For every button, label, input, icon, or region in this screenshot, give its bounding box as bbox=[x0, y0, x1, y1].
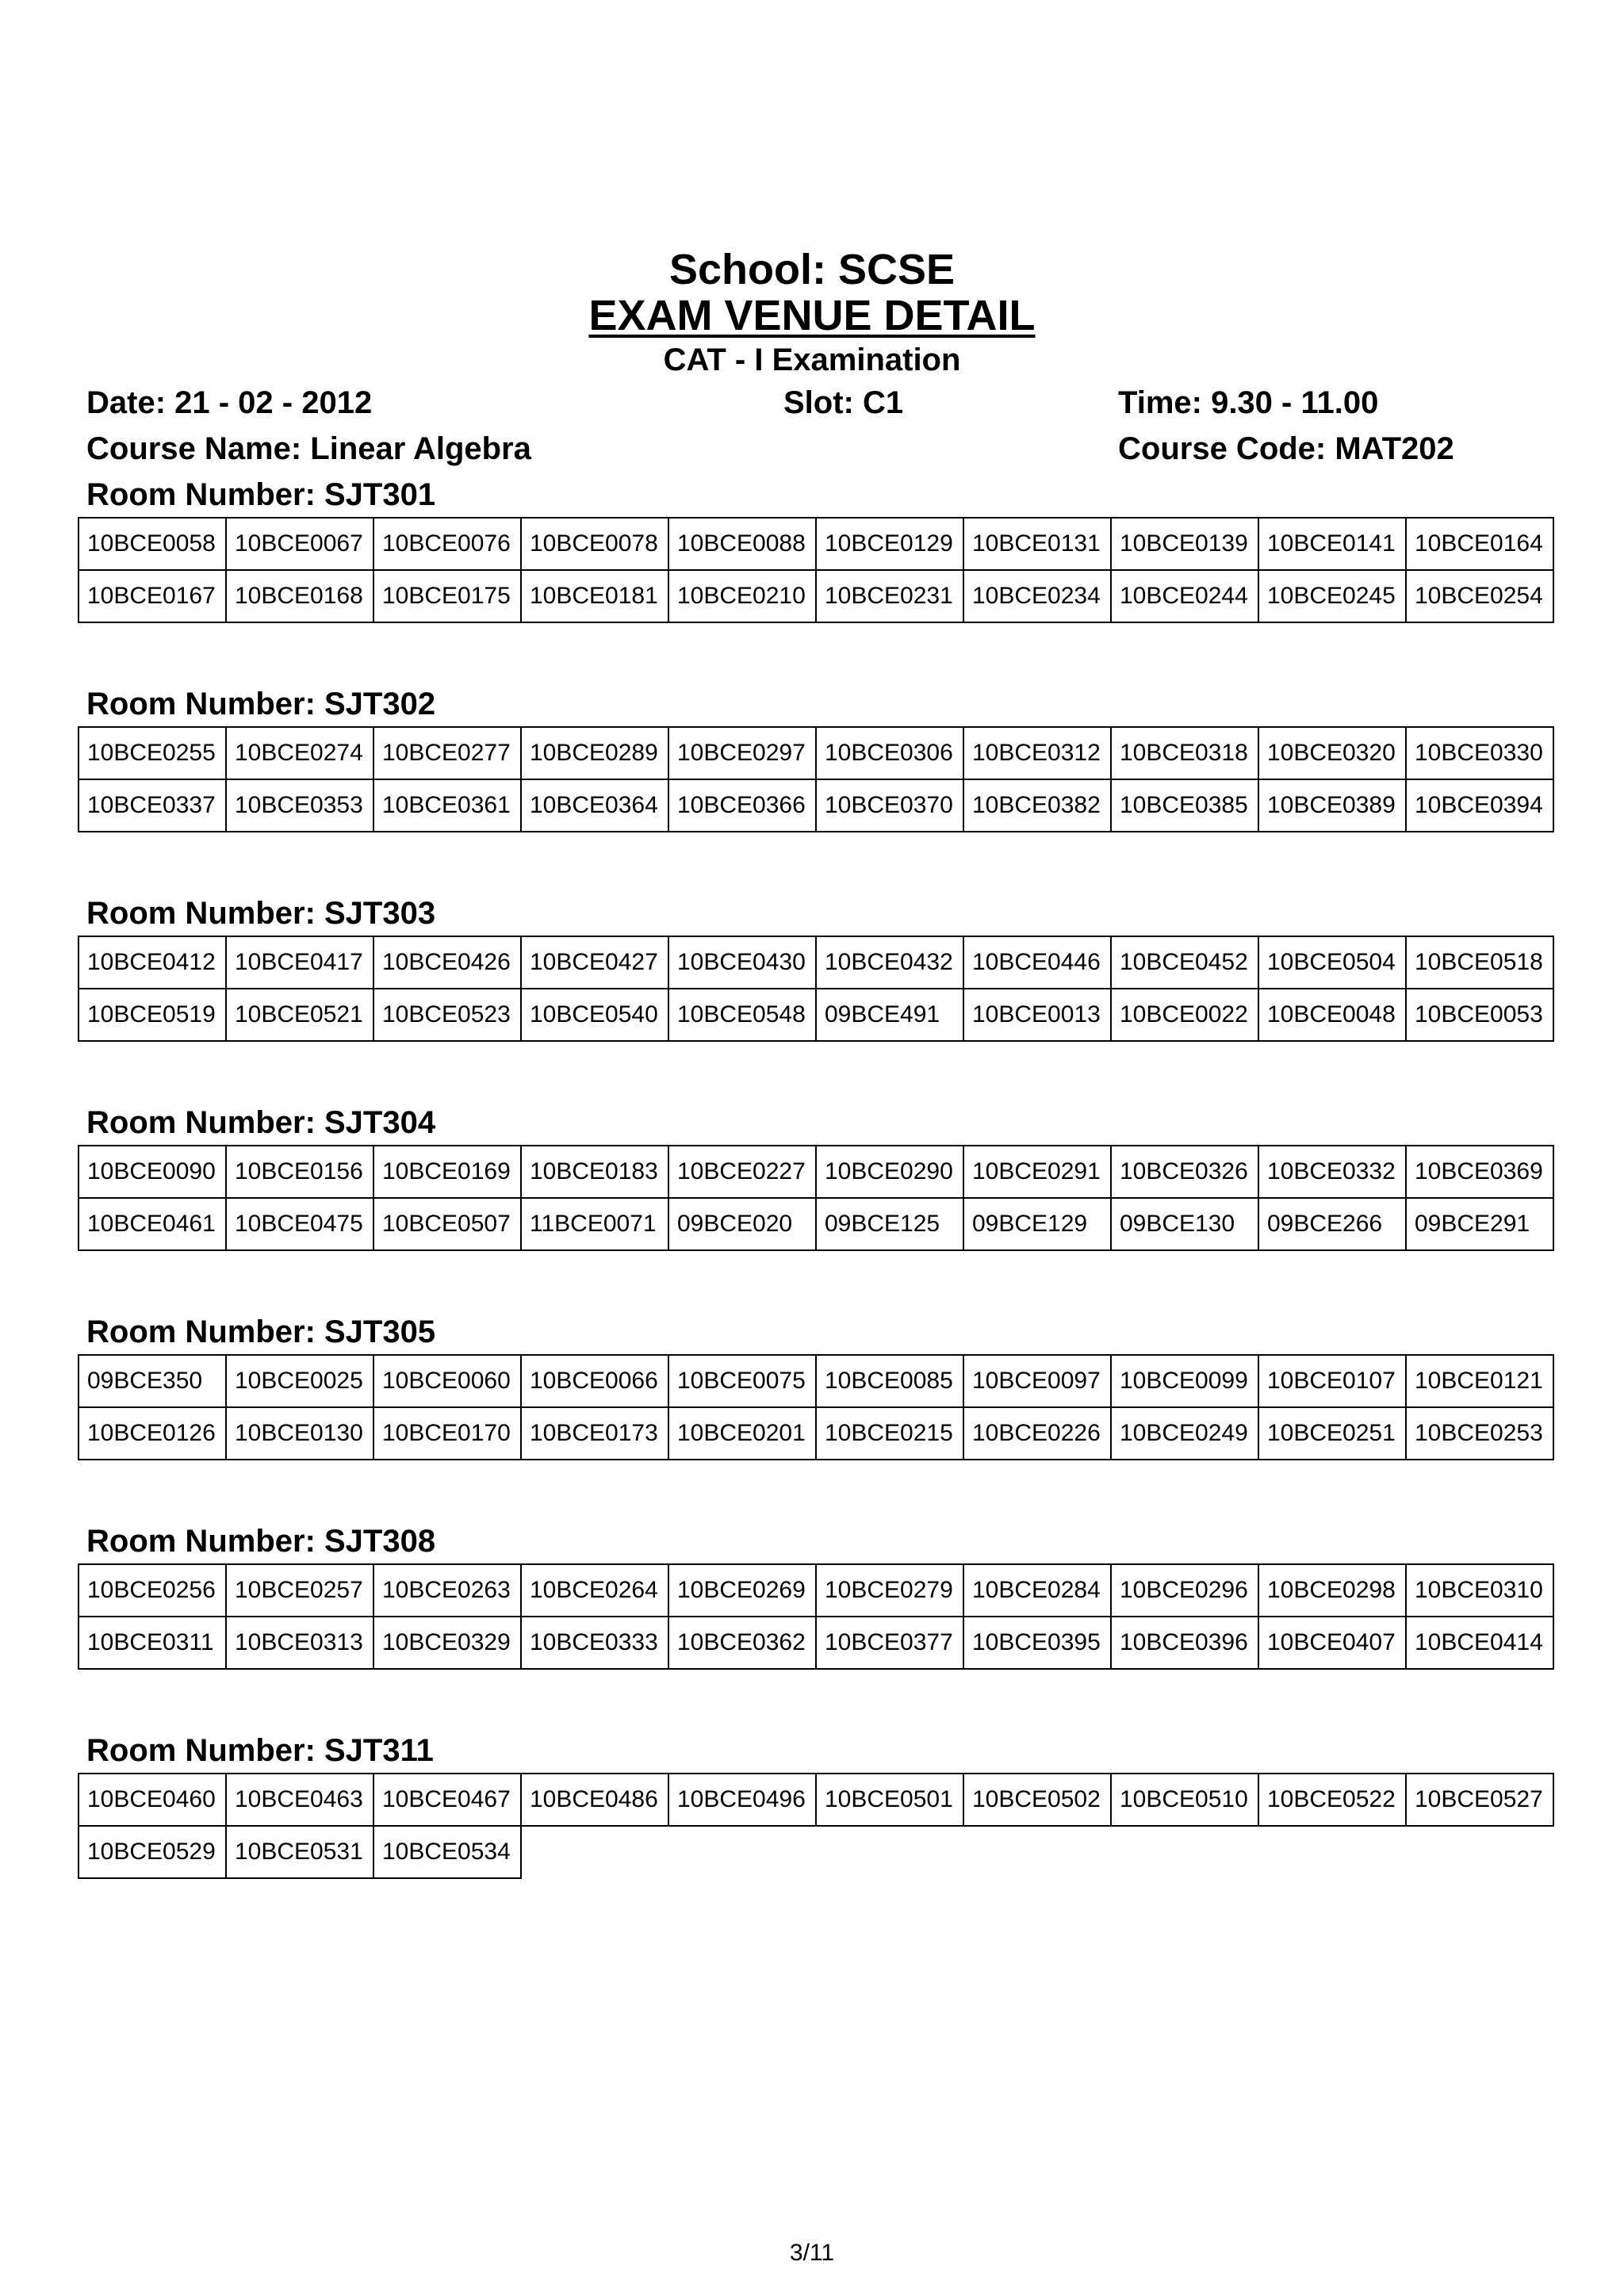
roll-number-cell: 10BCE0333 bbox=[521, 1617, 668, 1669]
room-number: Room Number: SJT305 bbox=[86, 1314, 436, 1349]
roll-number-cell: 10BCE0507 bbox=[373, 1198, 521, 1250]
roll-number-cell: 10BCE0330 bbox=[1406, 727, 1553, 779]
roll-number-cell: 09BCE350 bbox=[79, 1355, 226, 1407]
roll-number-cell: 10BCE0067 bbox=[226, 518, 373, 570]
roll-number-cell: 10BCE0169 bbox=[373, 1146, 521, 1198]
roll-number-cell: 10BCE0523 bbox=[373, 989, 521, 1041]
roll-number-cell: 10BCE0076 bbox=[373, 518, 521, 570]
roll-number-cell: 09BCE291 bbox=[1406, 1198, 1553, 1250]
table-row bbox=[79, 727, 1553, 779]
exam-slot: Slot: C1 bbox=[783, 385, 904, 420]
roll-number-cell: 10BCE0382 bbox=[963, 779, 1111, 832]
roll-number-cell: 10BCE0279 bbox=[816, 1564, 963, 1617]
roll-number-cell: 10BCE0394 bbox=[1406, 779, 1553, 832]
roll-number-cell: 10BCE0370 bbox=[816, 779, 963, 832]
exam-date: Date: 21 - 02 - 2012 bbox=[86, 385, 373, 420]
roll-number-cell: 10BCE0531 bbox=[226, 1826, 373, 1878]
table-row bbox=[79, 779, 1553, 832]
roll-number-cell: 10BCE0231 bbox=[816, 570, 963, 622]
roll-number-cell: 10BCE0461 bbox=[79, 1198, 226, 1250]
roll-number-cell: 10BCE0529 bbox=[79, 1826, 226, 1878]
roll-number-cell: 10BCE0527 bbox=[1406, 1774, 1553, 1826]
roll-number-cell: 09BCE266 bbox=[1258, 1198, 1406, 1250]
roll-number-cell: 09BCE491 bbox=[816, 989, 963, 1041]
table-row bbox=[79, 1774, 1553, 1826]
roll-number-table bbox=[78, 1354, 1554, 1460]
table-row bbox=[79, 936, 1553, 989]
roll-number-cell: 09BCE020 bbox=[668, 1198, 816, 1250]
roll-number-cell: 10BCE0167 bbox=[79, 570, 226, 622]
roll-number-cell: 10BCE0417 bbox=[226, 936, 373, 989]
roll-number-cell: 10BCE0311 bbox=[79, 1617, 226, 1669]
roll-number-cell: 10BCE0097 bbox=[963, 1355, 1111, 1407]
course-name: Course Name: Linear Algebra bbox=[86, 431, 531, 466]
roll-number-cell: 10BCE0329 bbox=[373, 1617, 521, 1669]
roll-number-cell: 10BCE0414 bbox=[1406, 1617, 1553, 1669]
table-row bbox=[79, 570, 1553, 622]
roll-number-cell: 10BCE0060 bbox=[373, 1355, 521, 1407]
roll-number-cell: 10BCE0025 bbox=[226, 1355, 373, 1407]
roll-number-cell: 10BCE0048 bbox=[1258, 989, 1406, 1041]
school-title: School: SCSE bbox=[668, 246, 956, 293]
document-title: EXAM VENUE DETAIL bbox=[588, 292, 1036, 339]
roll-number-cell: 10BCE0245 bbox=[1258, 570, 1406, 622]
roll-number-cell: 10BCE0226 bbox=[963, 1407, 1111, 1460]
room-section bbox=[78, 891, 1555, 1100]
roll-number-cell: 10BCE0534 bbox=[373, 1826, 521, 1878]
roll-number-table bbox=[78, 1563, 1554, 1670]
roll-number-cell: 10BCE0164 bbox=[1406, 518, 1553, 570]
roll-number-cell: 10BCE0099 bbox=[1111, 1355, 1258, 1407]
roll-number-cell: 10BCE0253 bbox=[1406, 1407, 1553, 1460]
roll-number-cell: 10BCE0389 bbox=[1258, 779, 1406, 832]
course-code: Course Code: MAT202 bbox=[1118, 431, 1454, 466]
roll-number-cell: 10BCE0131 bbox=[963, 518, 1111, 570]
roll-number-cell: 10BCE0254 bbox=[1406, 570, 1553, 622]
roll-number-cell: 10BCE0277 bbox=[373, 727, 521, 779]
page-number: 3/11 bbox=[789, 2240, 835, 2266]
room-number: Room Number: SJT301 bbox=[86, 477, 436, 512]
roll-number-cell: 10BCE0496 bbox=[668, 1774, 816, 1826]
roll-number-cell: 10BCE0432 bbox=[816, 936, 963, 989]
room-number: Room Number: SJT308 bbox=[86, 1524, 436, 1559]
roll-number-cell: 10BCE0296 bbox=[1111, 1564, 1258, 1617]
room-number: Room Number: SJT303 bbox=[86, 896, 436, 931]
room-section bbox=[78, 1519, 1555, 1728]
room-section bbox=[78, 473, 1555, 682]
roll-number-cell: 11BCE0071 bbox=[521, 1198, 668, 1250]
roll-number-cell: 10BCE0078 bbox=[521, 518, 668, 570]
roll-number-cell: 10BCE0013 bbox=[963, 989, 1111, 1041]
roll-number-cell: 10BCE0452 bbox=[1111, 936, 1258, 989]
exam-info-row bbox=[0, 381, 1624, 425]
roll-number-cell: 10BCE0121 bbox=[1406, 1355, 1553, 1407]
roll-number-cell: 10BCE0318 bbox=[1111, 727, 1258, 779]
table-row bbox=[79, 1355, 1553, 1407]
room-section bbox=[78, 682, 1555, 891]
roll-number-cell: 10BCE0395 bbox=[963, 1617, 1111, 1669]
roll-number-cell: 10BCE0313 bbox=[226, 1617, 373, 1669]
roll-number-cell: 10BCE0291 bbox=[963, 1146, 1111, 1198]
roll-number-cell: 10BCE0274 bbox=[226, 727, 373, 779]
roll-number-cell: 10BCE0053 bbox=[1406, 989, 1553, 1041]
room-number: Room Number: SJT304 bbox=[86, 1105, 436, 1140]
roll-number-cell: 10BCE0058 bbox=[79, 518, 226, 570]
roll-number-cell: 10BCE0249 bbox=[1111, 1407, 1258, 1460]
table-row bbox=[79, 1826, 1553, 1878]
roll-number-cell: 10BCE0426 bbox=[373, 936, 521, 989]
roll-number-cell: 09BCE129 bbox=[963, 1198, 1111, 1250]
roll-number-cell: 10BCE0518 bbox=[1406, 936, 1553, 989]
table-row bbox=[79, 1407, 1553, 1460]
room-section bbox=[78, 1728, 1555, 1938]
table-row bbox=[79, 1617, 1553, 1669]
roll-number-table bbox=[78, 1773, 1554, 1879]
roll-number-cell: 10BCE0362 bbox=[668, 1617, 816, 1669]
roll-number-cell: 10BCE0540 bbox=[521, 989, 668, 1041]
roll-number-cell: 10BCE0475 bbox=[226, 1198, 373, 1250]
room-list bbox=[78, 473, 1555, 1938]
roll-number-cell: 10BCE0310 bbox=[1406, 1564, 1553, 1617]
room-section bbox=[78, 1100, 1555, 1310]
roll-number-cell: 10BCE0353 bbox=[226, 779, 373, 832]
roll-number-cell: 10BCE0181 bbox=[521, 570, 668, 622]
roll-number-table bbox=[78, 936, 1554, 1042]
roll-number-cell: 10BCE0289 bbox=[521, 727, 668, 779]
roll-number-cell: 10BCE0519 bbox=[79, 989, 226, 1041]
roll-number-cell: 10BCE0264 bbox=[521, 1564, 668, 1617]
roll-number-cell: 10BCE0284 bbox=[963, 1564, 1111, 1617]
roll-number-cell: 10BCE0298 bbox=[1258, 1564, 1406, 1617]
roll-number-cell: 10BCE0210 bbox=[668, 570, 816, 622]
roll-number-cell: 10BCE0297 bbox=[668, 727, 816, 779]
roll-number-cell: 10BCE0385 bbox=[1111, 779, 1258, 832]
roll-number-cell: 10BCE0263 bbox=[373, 1564, 521, 1617]
roll-number-cell: 10BCE0501 bbox=[816, 1774, 963, 1826]
roll-number-cell: 10BCE0215 bbox=[816, 1407, 963, 1460]
roll-number-cell: 10BCE0361 bbox=[373, 779, 521, 832]
room-section bbox=[78, 1310, 1555, 1519]
roll-number-cell: 10BCE0085 bbox=[816, 1355, 963, 1407]
table-row bbox=[79, 989, 1553, 1041]
roll-number-cell: 10BCE0332 bbox=[1258, 1146, 1406, 1198]
roll-number-cell: 10BCE0255 bbox=[79, 727, 226, 779]
roll-number-cell: 10BCE0107 bbox=[1258, 1355, 1406, 1407]
table-row bbox=[79, 1564, 1553, 1617]
exam-time: Time: 9.30 - 11.00 bbox=[1118, 385, 1379, 420]
course-info-row bbox=[0, 427, 1624, 471]
roll-number-cell: 10BCE0510 bbox=[1111, 1774, 1258, 1826]
roll-number-cell: 10BCE0504 bbox=[1258, 936, 1406, 989]
room-number: Room Number: SJT302 bbox=[86, 687, 436, 721]
roll-number-cell: 10BCE0290 bbox=[816, 1146, 963, 1198]
roll-number-cell: 10BCE0369 bbox=[1406, 1146, 1553, 1198]
roll-number-cell: 10BCE0139 bbox=[1111, 518, 1258, 570]
roll-number-cell: 10BCE0548 bbox=[668, 989, 816, 1041]
roll-number-cell: 10BCE0337 bbox=[79, 779, 226, 832]
roll-number-cell: 10BCE0521 bbox=[226, 989, 373, 1041]
roll-number-cell: 10BCE0326 bbox=[1111, 1146, 1258, 1198]
exam-name: CAT - I Examination bbox=[663, 342, 961, 377]
roll-number-table bbox=[78, 726, 1554, 832]
roll-number-cell: 10BCE0502 bbox=[963, 1774, 1111, 1826]
roll-number-cell: 10BCE0175 bbox=[373, 570, 521, 622]
roll-number-cell: 10BCE0244 bbox=[1111, 570, 1258, 622]
roll-number-cell: 10BCE0366 bbox=[668, 779, 816, 832]
roll-number-cell: 10BCE0183 bbox=[521, 1146, 668, 1198]
roll-number-cell: 10BCE0377 bbox=[816, 1617, 963, 1669]
roll-number-cell: 10BCE0201 bbox=[668, 1407, 816, 1460]
roll-number-cell: 10BCE0234 bbox=[963, 570, 1111, 622]
roll-number-cell: 10BCE0320 bbox=[1258, 727, 1406, 779]
roll-number-table bbox=[78, 1145, 1554, 1251]
roll-number-cell: 09BCE130 bbox=[1111, 1198, 1258, 1250]
roll-number-cell: 10BCE0170 bbox=[373, 1407, 521, 1460]
roll-number-cell: 10BCE0430 bbox=[668, 936, 816, 989]
roll-number-cell: 10BCE0467 bbox=[373, 1774, 521, 1826]
roll-number-cell: 10BCE0251 bbox=[1258, 1407, 1406, 1460]
roll-number-cell: 10BCE0075 bbox=[668, 1355, 816, 1407]
roll-number-cell: 10BCE0312 bbox=[963, 727, 1111, 779]
roll-number-cell: 10BCE0126 bbox=[79, 1407, 226, 1460]
roll-number-cell: 10BCE0269 bbox=[668, 1564, 816, 1617]
roll-number-cell: 10BCE0427 bbox=[521, 936, 668, 989]
roll-number-cell: 10BCE0141 bbox=[1258, 518, 1406, 570]
roll-number-cell: 10BCE0522 bbox=[1258, 1774, 1406, 1826]
roll-number-cell: 10BCE0412 bbox=[79, 936, 226, 989]
roll-number-cell: 10BCE0130 bbox=[226, 1407, 373, 1460]
roll-number-cell: 10BCE0173 bbox=[521, 1407, 668, 1460]
roll-number-cell: 10BCE0129 bbox=[816, 518, 963, 570]
roll-number-cell: 10BCE0066 bbox=[521, 1355, 668, 1407]
table-row bbox=[79, 1198, 1553, 1250]
roll-number-cell: 10BCE0090 bbox=[79, 1146, 226, 1198]
roll-number-cell: 10BCE0022 bbox=[1111, 989, 1258, 1041]
roll-number-cell: 10BCE0396 bbox=[1111, 1617, 1258, 1669]
roll-number-cell: 09BCE125 bbox=[816, 1198, 963, 1250]
roll-number-cell: 10BCE0364 bbox=[521, 779, 668, 832]
roll-number-cell: 10BCE0446 bbox=[963, 936, 1111, 989]
roll-number-cell: 10BCE0407 bbox=[1258, 1617, 1406, 1669]
roll-number-cell: 10BCE0463 bbox=[226, 1774, 373, 1826]
roll-number-cell: 10BCE0227 bbox=[668, 1146, 816, 1198]
roll-number-cell: 10BCE0168 bbox=[226, 570, 373, 622]
table-row bbox=[79, 1146, 1553, 1198]
roll-number-cell: 10BCE0460 bbox=[79, 1774, 226, 1826]
roll-number-cell: 10BCE0088 bbox=[668, 518, 816, 570]
roll-number-cell: 10BCE0306 bbox=[816, 727, 963, 779]
roll-number-cell: 10BCE0486 bbox=[521, 1774, 668, 1826]
room-number: Room Number: SJT311 bbox=[86, 1733, 434, 1768]
roll-number-cell: 10BCE0256 bbox=[79, 1564, 226, 1617]
roll-number-table bbox=[78, 517, 1554, 623]
roll-number-cell: 10BCE0156 bbox=[226, 1146, 373, 1198]
roll-number-cell: 10BCE0257 bbox=[226, 1564, 373, 1617]
table-row bbox=[79, 518, 1553, 570]
